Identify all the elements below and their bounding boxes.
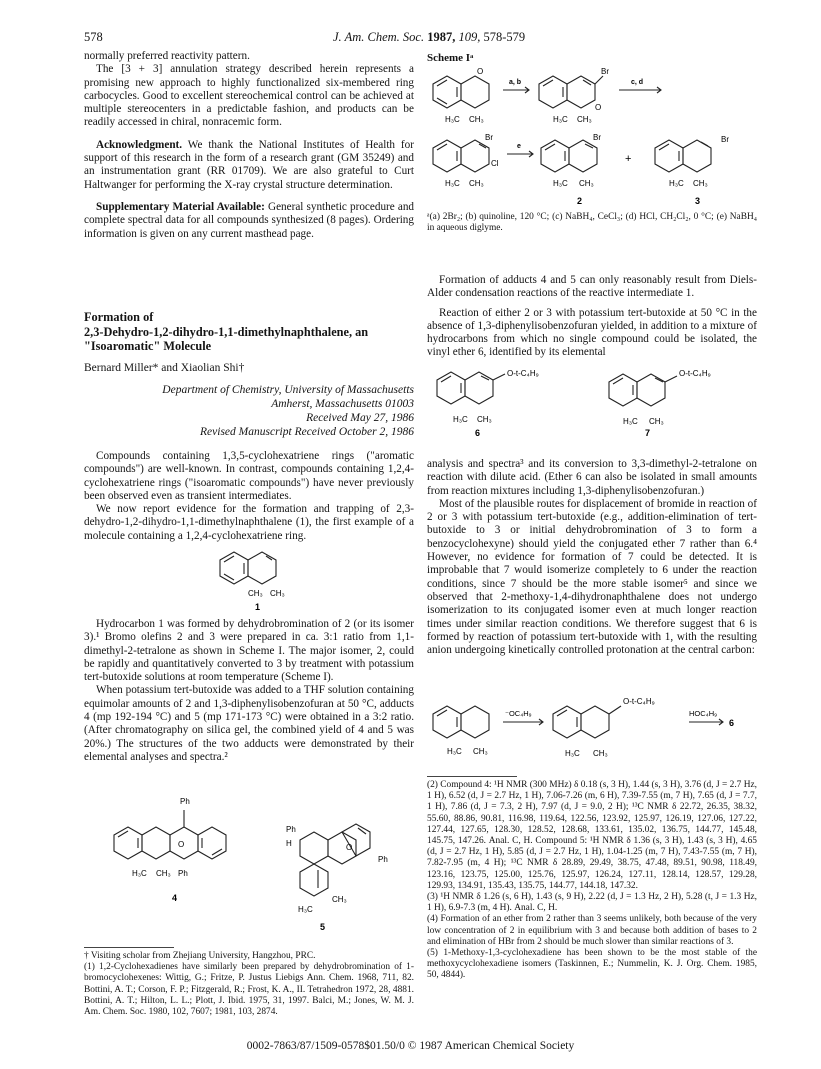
s5-ph-a: Ph	[286, 825, 296, 834]
scheme-h3c-3: H₃C	[445, 179, 460, 188]
rx-h3c-2: H₃C	[565, 749, 580, 758]
rx-me-2: CH₃	[593, 749, 608, 758]
authors: Bernard Miller* and Xiaolian Shi†	[84, 362, 245, 374]
ack-text: We thank the National Institutes of Health for support of this research in the form of a research grant (GM 35249) and an instrumentation grant (RR 01709). We are also grateful to Curt Haltwanger for performing the X-ray crystal structure determination.	[84, 138, 414, 191]
s1-me-b: CH₃	[270, 589, 285, 598]
scheme-o-2: O	[595, 103, 602, 112]
s4-h3c: H₃C	[132, 869, 147, 878]
scheme-br-2: Br	[485, 133, 493, 142]
body-paragraphs-left	[84, 618, 414, 764]
paragraph-4: When potassium tert-butoxide was added to a THF solution containing equimolar amounts of 2 and 1,3-diphenylisobenzofuran at 50 °C, adducts 4 (mp 192-194 °C) and 5 (mp 171-173 °C) were obtained in a 3:2 ratio. (After chromatography on silica gel, the combined yield of 4 and 5 was 20%.) The structures of the two adducts were demonstrated by their elemental analyses and spectra.²	[84, 684, 414, 763]
revised-date: Revised Manuscript Received October 2, 1986	[200, 426, 414, 438]
scheme-br-4: Br	[721, 135, 729, 144]
paragraph-7: analysis and spectra³ and its conversion to 3,3-dimethyl-2-tetralone on reaction with dilute acid. (Ether 6 can also be isolated in small amounts from reaction mixtures including 1,3-diphenylisobenzofuran.)	[427, 458, 757, 497]
scheme-br-1: Br	[601, 67, 609, 76]
scheme-br-3: Br	[593, 133, 601, 142]
s5-ph-b: Ph	[378, 855, 388, 864]
scheme-plus: +	[625, 153, 632, 165]
affiliation-line-1: Department of Chemistry, University of Massachusetts	[162, 384, 414, 396]
s6-h3c: H₃C	[453, 415, 468, 424]
s5-h3c: H₃C	[298, 905, 313, 914]
supp-text: General synthetic procedure and complete spectral data for all compounds synthesized (8 pages). Ordering information is given on any current masthead page.	[84, 200, 415, 240]
scheme-o-1: O	[477, 67, 484, 76]
right-paragraphs-1	[427, 274, 757, 360]
s5-h: H	[286, 839, 292, 848]
label-4: 4	[172, 893, 178, 903]
s5-o: O	[346, 843, 353, 852]
s4-o: O	[178, 840, 185, 849]
label-5: 5	[320, 922, 326, 932]
page-footer: 0002-7863/87/1509-0578$01.50/0 © 1987 American Chemical Society	[246, 1040, 575, 1052]
s5-me: CH₃	[332, 895, 347, 904]
rx-reagent-hoc: HOC₄H₉	[689, 709, 718, 718]
rx-h3c-1: H₃C	[447, 747, 462, 756]
paragraph-5: Formation of adducts 4 and 5 can only reasonably result from Diels-Alder condensation reactions of the reactive intermediate 1.	[427, 274, 757, 300]
intro-paragraphs	[84, 450, 414, 543]
received-date: Received May 27, 1986	[306, 412, 414, 424]
scheme-me-3: CH₃	[469, 179, 484, 188]
s7-h3c: H₃C	[623, 417, 638, 426]
title-line-3: "Isoaromatic" Molecule	[84, 339, 212, 353]
footnote-2: (2) Compound 4: ¹H NMR (300 MHz) δ 0.18 (s, 3 H), 1.44 (s, 3 H), 3.76 (d, J = 2.7 Hz, 1 H), 6.52 (d, J = 2.7 Hz, 1 H), 7.06-7.26 (m, 6 H), 7.39-7.55 (m, 7 H), 7.65 (d, J = 7.7, 1 H), 7.86 (d, J = 7.3, 2 H), 7.97 (d, J = 9.0, 2 H); ¹³C NMR δ 22.72, 26.35, 38.32, 55.60, 88.86, 90.81, 116.98, 119.64, 122.56, 123.92, 125.97, 126.19, 127.06, 127.22, 127.44, 127.65, 128.30, 128.52, 128.68, 133.61, 135.02, 136.75, 144.77, 145.48, 145.75, 147.26. Anal. C, H. Compound 5: ¹H NMR δ 1.36 (s, 3 H), 1.43 (s, 3 H), 4.65 (d, J = 2.7 Hz, 1 H), 5.85 (d, J = 2.7 Hz, 1 H), 1.04-1.25 (m, 7 H), 7.43-7.55 (m, 7 H), 7.82-7.95 (m, 4 H); ¹³C NMR δ 28.89, 29.49, 38.75, 47.48, 89.51, 90.98, 118.49, 123.16, 123.75, 125.00, 125.76, 125.97, 126.24, 127.11, 128.14, 128.57, 129.28, 129.93, 134.91, 135.43, 135.75, 144.77, 144.18, 147.32.	[427, 780, 757, 891]
page-number: 578	[84, 30, 103, 44]
scheme-me-1: CH₃	[469, 115, 484, 124]
footnote-1: (1) 1,2-Cyclohexadienes have similarly been prepared by dehydrobromination of 1-bromocyclohexenes: Wittig, G.; Fritze, P. Justus Liebigs Ann. Chem. 1968, 711, 82. Bottini, A. T.; Corson, F. P.; Fitzgerald, R.; Frost, K. A., II. Tetrahedron 1972, 28, 4881. Bottini, A. T.; Hilton, L. L.; Plott, J. Ibid. 1975, 31, 1997. Balci, M.; Jones, W. M. J. Am. Chem. Soc. 1980, 102, 7607; 1981, 103, 2874.	[84, 962, 414, 1018]
journal-volume: 109,	[458, 30, 481, 44]
title-line-2: 2,3-Dehydro-1,2-dihydro-1,1-dimethylnaphthalene, an	[84, 324, 369, 339]
footnote-visiting: † Visiting scholar from Zhejiang University, Hangzhou, PRC.	[84, 951, 316, 961]
scheme-footnote: ᵃ(a) 2Br₂; (b) quinoline, 120 °C; (c) NaBH₄, CeCl₃; (d) HCl, CH₂Cl₂, 0 °C; (e) NaBH₄ in aqueous diglyme.	[427, 212, 757, 234]
footnote-rule-left	[84, 947, 174, 948]
supp-heading: Supplementary Material Available:	[96, 200, 265, 213]
supplementary-material	[84, 201, 414, 241]
paragraph-1: Compounds containing 1,3,5-cyclohexatriene rings ("aromatic compounds") are well-known. In contrast, compounds containing 1,2,4-cyclohexatriene rings ("isoaromatic compounds") have never previously been observed even as transient intermediates.	[84, 450, 414, 502]
step-cd: c, d	[631, 79, 644, 86]
scheme-me-5: CH₃	[693, 179, 708, 188]
prev-paragraph-2: The [3 + 3] annulation strategy described herein represents a promising new approach to highly functionalized six-membered ring carbocycles. Good to excellent stereochemical control can be achieved at multiple stereocenters in a predictable fashion, and products can be readily accessed in chiral, nonracemic form.	[84, 63, 414, 129]
step-ab: a, b	[509, 79, 522, 86]
label-1: 1	[255, 602, 261, 612]
footnote-4: (4) Formation of an ether from 2 rather than 3 seems unlikely, both because of the very low concentration of 2 in equilibrium with 3 and because both addition of bases to 2 and elimination of HBr from 2 should be much slower than similar reactions of 3.	[427, 914, 757, 947]
paragraph-2: We now report evidence for the formation and trapping of 2,3-dehydro-1,2-dihydro-1,1-dimethylnaphthalene (1), the first example of a molecule containing a 1,2,4-cyclohexatriene ring.	[84, 503, 414, 542]
title-line-1: Formation of	[84, 310, 154, 324]
s1-me-a: CH₃	[248, 589, 263, 598]
step-e: e	[517, 143, 521, 150]
article-title	[84, 310, 414, 354]
structure-1-diagram	[200, 540, 300, 612]
s7-otbu: O-t-C₄H₉	[679, 369, 711, 378]
label-3: 3	[695, 196, 701, 206]
running-header	[333, 30, 525, 45]
paragraph-8: Most of the plausible routes for displacement of bromide in reaction of 2 or 3 with potassium tert-butoxide (e.g., addition-elimination of tert-butoxide to 3 or initial dehydrobromination of 3 to form a benzocyclohexyne) should yield the conjugated ether 7 rather than 6.⁴ However, no evidence for formation of 7 could be detected. It is improbable that 7 would isomerize completely to 6 under the reaction conditions, since 7 should be the more stable isomer⁵ and since we observed that 2-methoxy-1,4-dihydronaphthalene does not undergo isomerization to its conjugated isomer even at much longer reaction times under similar reaction conditions. We therefore suggest that 6 is formed by reaction of potassium tert-butoxide with 1, with the resulting anion undergoing kinetically controlled protonation at the central carbon:	[427, 497, 757, 657]
scheme-h3c-4: H₃C	[553, 179, 568, 188]
scheme-h3c-2: H₃C	[553, 115, 568, 124]
rx-reagent-otbu: ⁻OC₄H₉	[505, 709, 532, 718]
s4-ph-bottom: Ph	[178, 869, 188, 878]
s6-me: CH₃	[477, 415, 492, 424]
scheme-me-4: CH₃	[579, 179, 594, 188]
paragraph-6: Reaction of either 2 or 3 with potassium tert-butoxide at 50 °C in the absence of 1,3-diphenylisobenzofuran yielded, in addition to a mixture of hydrocarbons from which no single compound could be isolated, the vinyl ether 6, identified by its elemental	[427, 306, 757, 359]
footnote-5: (5) 1-Methoxy-1,3-cyclohexadiene has been shown to be the most stable of the methoxycyclohexadiene isomers (Taskinnen, E.; Nummelin, K. J. Org. Chem. 1985, 50, 4844).	[427, 948, 757, 981]
protonation-scheme-diagram	[427, 696, 757, 766]
structures-6-7-diagram	[427, 368, 757, 438]
acknowledgment	[84, 139, 414, 192]
journal-name: J. Am. Chem. Soc.	[333, 30, 425, 44]
left-column-top	[84, 50, 414, 241]
prev-paragraph-end: normally preferred reactivity pattern.	[84, 50, 250, 62]
footnote-3: (3) ¹H NMR δ 1.26 (s, 6 H), 1.43 (s, 9 H), 2.22 (d, J = 1.3 Hz, 2 H), 5.28 (t, J = 1.3 Hz, 1 H), 6.9-7.3 (m, 4 H). Anal. C, H.	[427, 892, 757, 914]
scheme-h3c-5: H₃C	[669, 179, 684, 188]
label-7: 7	[645, 428, 651, 438]
label-2: 2	[577, 196, 583, 206]
scheme-cl: Cl	[491, 159, 499, 168]
ack-heading: Acknowledgment.	[96, 138, 183, 151]
rx-otbu: O-t-C₄H₉	[623, 697, 655, 706]
left-footnotes	[84, 951, 414, 1018]
label-6: 6	[475, 428, 481, 438]
scheme-title: Scheme Iᵃ	[427, 52, 474, 64]
journal-year: 1987,	[427, 30, 456, 44]
s7-me: CH₃	[649, 417, 664, 426]
scheme-me-2: CH₃	[577, 115, 592, 124]
footnote-rule-right	[427, 776, 517, 777]
rx-product-6: 6	[729, 718, 735, 728]
journal-pages: 578-579	[483, 30, 526, 44]
structures-4-5-diagram	[100, 780, 410, 940]
scheme-1-diagram	[425, 66, 755, 208]
affiliation	[84, 383, 414, 439]
paragraph-3: Hydrocarbon 1 was formed by dehydrobromination of 2 (or its isomer 3).¹ Bromo olefins 2 and 3 were prepared in ca. 3:1 ratio from 1,1-dimethyl-2-tetralone as shown in Scheme I. The major isomer, 2, could be rapidly and quantitatively converted to 3 by treatment with potassium tert-butoxide solutions at room temperature (Scheme I).	[84, 618, 414, 684]
right-footnotes	[427, 780, 757, 982]
scheme-h3c-1: H₃C	[445, 115, 460, 124]
s4-me: CH₃	[156, 869, 171, 878]
right-paragraphs-2	[427, 458, 757, 657]
affiliation-line-2: Amherst, Massachusetts 01003	[271, 398, 414, 410]
rx-me-1: CH₃	[473, 747, 488, 756]
s6-otbu: O-t-C₄H₉	[507, 369, 539, 378]
s4-ph-top: Ph	[180, 797, 190, 806]
